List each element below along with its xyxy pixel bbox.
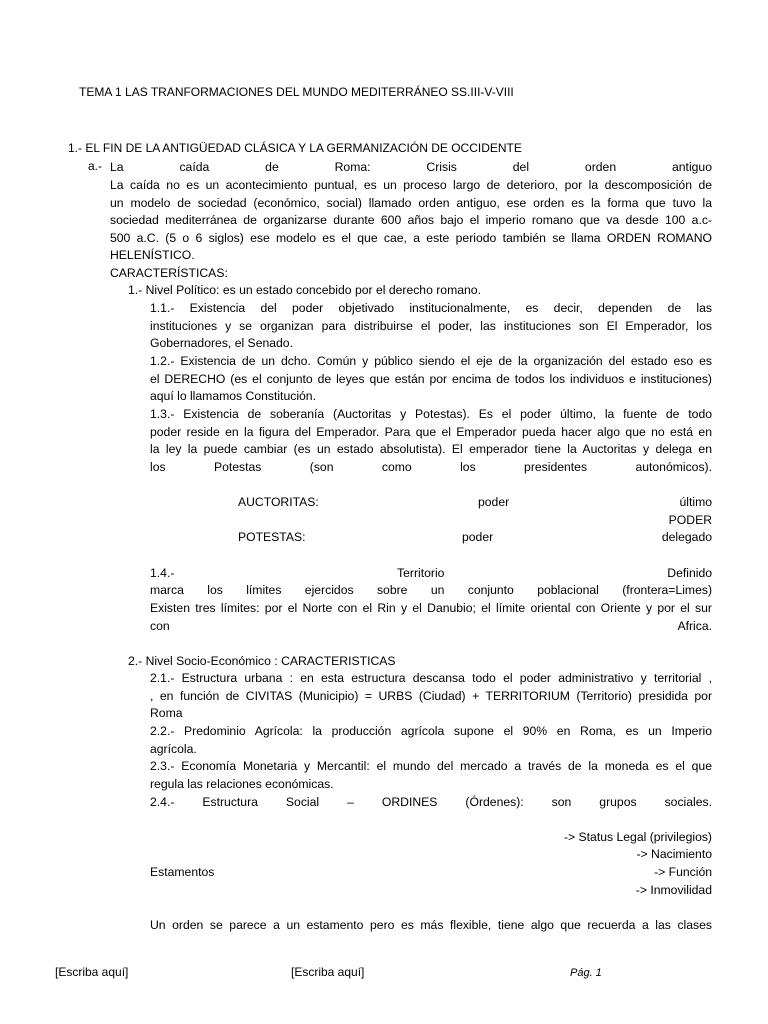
paragraph-line: regula las relaciones económicas.	[150, 777, 334, 791]
paragraph-line: con Africa.	[150, 619, 712, 633]
paragraph-line: 1.4.- Territorio Definido	[150, 566, 712, 580]
paragraph-line: marca los límites ejercidos sobre un conjunto poblacional (frontera=Limes)	[150, 583, 712, 597]
paragraph-line: un modelo de sociedad (económico, social) llamado orden antiguo, ese orden es la forma que tuvo la	[110, 196, 712, 210]
paragraph-line: 2.1.- Estructura urbana : en esta estructura descansa todo el poder administrativo y territorial ,	[150, 671, 712, 685]
footer-center-placeholder[interactable]: [Escriba aquí]	[291, 965, 365, 979]
paragraph-line: 2.4.- Estructura Social – ORDINES (Órdenes): son grupos sociales.	[150, 795, 712, 809]
paragraph-line: 2.2.- Predominio Agrícola: la producción agrícola supone el 90% en Roma, es un Imperio	[150, 724, 712, 738]
footer-left-placeholder[interactable]: [Escriba aquí]	[55, 965, 129, 979]
paragraph-line: poder reside en la figura del Emperador. Para que el Emperador pueda hacer algo que no está en	[150, 425, 712, 439]
paragraph-line: , en función de CIVITAS (Municipio) = URBS (Ciudad) + TERRITORIUM (Territorio) presidida por	[150, 689, 712, 703]
paragraph-line: Roma	[150, 706, 183, 720]
paragraph-line: Existen tres límites: por el Norte con el Rin y el Danubio; el límite oriental con Oriente y por el sur	[150, 601, 712, 615]
paragraph-line: sociedad mediterránea de organizarse durante 600 años bajo el imperio romano que va desde 100 a.c-	[110, 213, 712, 227]
paragraph-line: los Potestas (son como los presidentes autonómicos).	[150, 460, 712, 474]
paragraph-line: el DERECHO (es el conjunto de leyes que están por encima de todos los individuos e instituciones)	[150, 372, 712, 386]
estamentos-item: -> Función	[654, 865, 712, 879]
paragraph-line: 1.2.- Existencia de un dcho. Común y público siendo el eje de la organización del estado eso es	[150, 354, 712, 368]
caracteristicas-heading: CARACTERÍSTICAS:	[110, 266, 228, 280]
estamentos-item: -> Inmovilidad	[635, 883, 712, 897]
paragraph-line: agrícola.	[150, 742, 197, 756]
paragraph-line: aquí lo llamamos Constitución.	[150, 389, 316, 403]
auctoritas-extra: PODER	[668, 513, 712, 527]
auctoritas-word: poder	[478, 495, 510, 509]
paragraph-line: 1.1.- Existencia del poder objetivado institucionalmente, es decir, dependen de las	[150, 301, 712, 315]
estamentos-item: -> Status Legal (privilegios)	[563, 830, 712, 844]
paragraph-line: La caída no es un acontecimiento puntual, es un proceso largo de deterioro, por la descomposición de	[110, 178, 712, 192]
auctoritas-label: AUCTORITAS:	[238, 495, 319, 509]
estamentos-item: -> Nacimiento	[636, 847, 712, 861]
paragraph-line: HELENÍSTICO.	[110, 248, 195, 262]
paragraph-line: Gobernadores, el Senado.	[150, 336, 293, 350]
nivel-politico-heading: 1.- Nivel Político: es un estado concebido por el derecho romano.	[128, 283, 481, 297]
paragraph-line: 2.3.- Economía Monetaria y Mercantil: el mundo del mercado a través de la moneda es el que	[150, 759, 712, 773]
paragraph-line: la ley la puede cambiar (es un estado absolutista). El emperador tiene la Auctoritas y delega en	[150, 442, 712, 456]
paragraph-line: Un orden se parece a un estamento pero es más flexible, tiene algo que recuerda a las clases	[150, 918, 712, 932]
section-heading: 1.- EL FIN DE LA ANTIGÜEDAD CLÁSICA Y LA GERMANIZACIÓN DE OCCIDENTE	[68, 141, 522, 155]
paragraph-line: instituciones y se organizan para distribuirse el poder, las instituciones son El Emperador, los	[150, 319, 712, 333]
potestas-value: delegado	[661, 530, 712, 544]
nivel-socioeconomico-heading: 2.- Nivel Socio-Económico : CARACTERISTICAS	[128, 654, 396, 668]
page-title: TEMA 1 LAS TRANFORMACIONES DEL MUNDO MEDITERRÁNEO SS.III-V-VIII	[79, 85, 514, 99]
potestas-word: poder	[462, 530, 494, 544]
page-number: Pág. 1	[570, 967, 602, 979]
subsection-heading: La caída de Roma: Crisis del orden antiguo	[110, 160, 712, 174]
auctoritas-value: último	[679, 495, 712, 509]
estamentos-label: Estamentos	[150, 865, 215, 879]
potestas-label: POTESTAS:	[238, 530, 306, 544]
paragraph-line: 1.3.- Existencia de soberanía (Auctoritas y Potestas). Es el poder último, la fuente de todo	[150, 407, 712, 421]
paragraph-line: 500 a.C. (5 o 6 siglos) ese modelo es el que cae, a este periodo también se llama ORDEN ROMANO	[110, 231, 712, 245]
list-label: a.-	[88, 159, 103, 173]
